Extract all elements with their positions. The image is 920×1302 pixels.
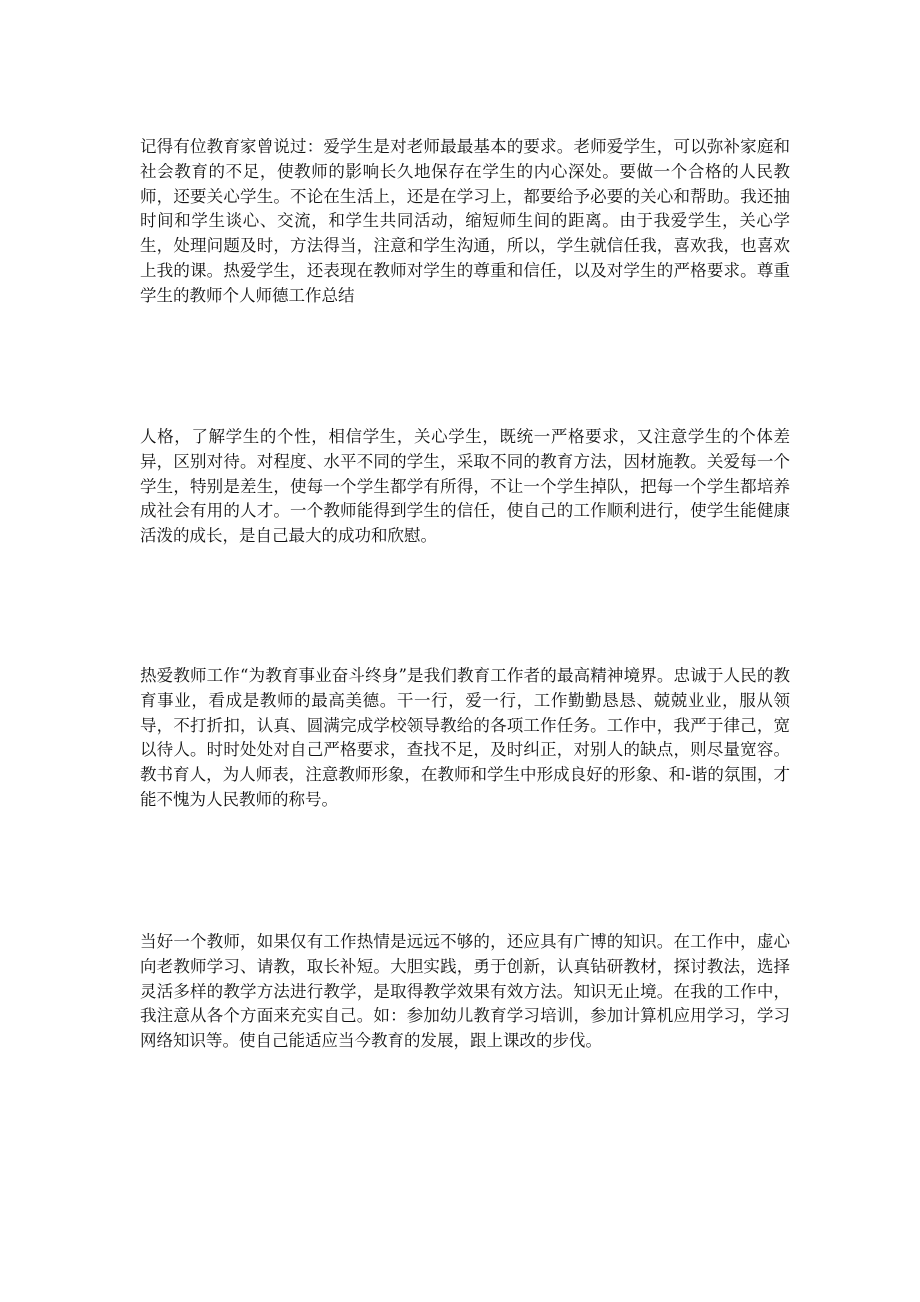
paragraph-broad-knowledge: 当好一个教师，如果仅有工作热情是远远不够的，还应具有广博的知识。在工作中，虚心向老教师学习、请教，取长补短。大胆实践，勇于创新，认真钻研教材，探讨教法，选择灵活多样的教学方法进行教学，是取得教学效果有效方法。知识无止境。在我的工作中，我注意从各个方面来充实自己。如：参加幼儿教育学习培训，参加计算机应用学习，学习网络知识等。使自己能适应当今教育的发展，跟上课改的步伐。 <box>140 932 790 1051</box>
paragraph-student-individuality: 人格，了解学生的个性，相信学生，关心学生，既统一严格要求，又注意学生的个体差异，区别对待。对程度、水平不同的学生，采取不同的教育方法，因材施教。关爱每一个学生，特别是差生，使每一个学生都学有所得，不让一个学生掉队，把每一个学生都培养成社会有用的人才。一个教师能得到学生的信任，使自己的工作顺利进行，使学生能健康活泼的成长，是自己最大的成功和欣慰。 <box>140 427 790 546</box>
paragraph-love-teaching-work: 热爱教师工作“为教育事业奋斗终身”是我们教育工作者的最高精神境界。忠诚于人民的教育事业，看成是教师的最高美德。干一行，爱一行，工作勤勤恳恳、兢兢业业，服从领导，不打折扣，认真、圆满完成学校领导教给的各项工作任务。工作中，我严于律己，宽以待人。时时处处对自己严格要求，查找不足，及时纠正，对别人的缺点，则尽量宽容。教书育人，为人师表，注意教师形象，在教师和学生中形成良好的形象、和-谐的氛围，才能不愧为人民教师的称号。 <box>140 666 790 809</box>
paragraph-teacher-love-students: 记得有位教育家曾说过：爱学生是对老师最最基本的要求。老师爱学生，可以弥补家庭和社会教育的不足，使教师的影响长久地保存在学生的内心深处。要做一个合格的人民教师，还要关心学生。不论在生活上，还是在学习上，都要给予必要的关心和帮助。我还抽时间和学生谈心、交流，和学生共同活动，缩短师生间的距离。由于我爱学生，关心学生，处理问题及时，方法得当，注意和学生沟通，所以，学生就信任我，喜欢我，也喜欢上我的课。热爱学生，还表现在教师对学生的尊重和信任，以及对学生的严格要求。尊重学生的教师个人师德工作总结 <box>140 137 790 305</box>
